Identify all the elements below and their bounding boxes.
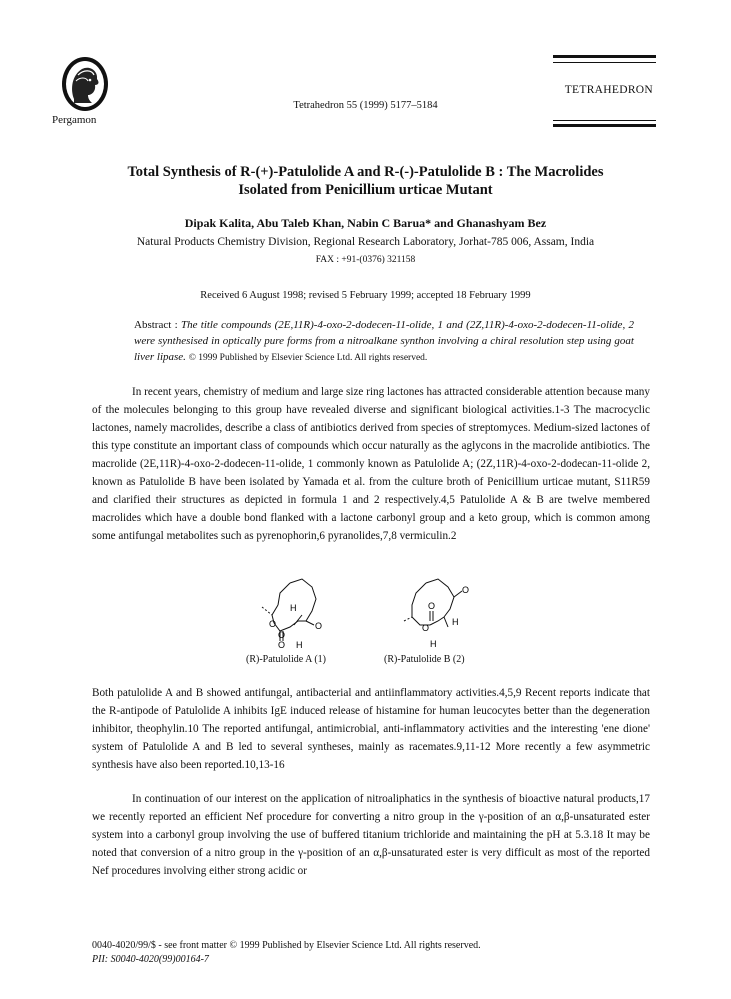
structure-b-atom-h1: H — [452, 617, 459, 627]
structure-a-atom-o3: O — [315, 621, 323, 631]
structure-b-atom-o3: O — [422, 623, 430, 633]
paper-title-line-1: Total Synthesis of R-(+)-Patulolide A and R-(-)-Patulolide B : The Macrolides — [127, 164, 604, 180]
body-paragraph-2: Both patulolide A and B showed antifungal, antibacterial and antiinflammatory activities.4,5,9 Recent reports indicate that the R-antipode of Patulolide A inhibits IgE induced release of histamine for human leucocytes better than the degeneration inhibitor, theophylin.10 The reported antifungal, antimicrobial, anti-inflammatory activities and the interesting 'ene dione' system of Patulolide A and B led to several syntheses, mainly as racemates.9,11-12 More recently a few asymmetric synthesis have also been reported.10,13-16 — [92, 687, 650, 771]
structure-b-atom-o1: O — [462, 585, 470, 595]
affiliation: Natural Products Chemistry Division, Regional Research Laboratory, Jorhat-785 006, Assam, India — [136, 236, 595, 248]
patulolide-b-structure — [382, 575, 482, 650]
abstract — [134, 317, 634, 366]
journal-citation: Tetrahedron 55 (1999) 5177–5184 — [293, 100, 438, 111]
fax-number: FAX : +91-(0376) 321158 — [315, 255, 416, 265]
structure-caption-a: (R)-Patulolide A (1) — [246, 654, 326, 665]
authors: Dipak Kalita, Abu Taleb Khan, Nabin C Barua* and Ghanashyam Bez — [184, 216, 547, 230]
header-rule-bottom — [553, 120, 656, 121]
body-paragraph-3: In continuation of our interest on the application of nitroaliphatics in the synthesis of bioactive natural products,17 we recently reported an efficient Nef procedure for converting a nitro group in the γ-position of an α,β-unsaturated ester system into a carbonyl group involving the use of buffered titanium trichloride and maintaining the pH at 5.3.18 It may be noted that conversion of a nitro group in the γ-position of an α,β-unsaturated ester is very difficult as most of the reported Nef procedures involving either strong acidic or — [92, 793, 650, 877]
journal-name: TETRAHEDRON — [564, 84, 653, 96]
abstract-copyright: © 1999 Published by Elsevier Science Ltd. All rights reserved. — [188, 353, 428, 363]
structure-b-atom-h2: H — [430, 639, 437, 649]
publisher-name: Pergamon — [52, 114, 97, 126]
abstract-label: Abstract : — [134, 319, 178, 331]
header-rule-bottom-2 — [553, 124, 656, 127]
header-rule-top — [553, 55, 656, 58]
structure-a-atom-o2: O — [269, 619, 277, 629]
received-dates: Received 6 August 1998; revised 5 February 1999; accepted 18 February 1999 — [200, 290, 531, 301]
paper-title-line-2: Isolated from Penicillium urticae Mutant — [238, 182, 493, 198]
footer-copyright: 0040-4020/99/$ - see front matter © 1999 Published by Elsevier Science Ltd. All rights reserved. — [92, 940, 481, 951]
paper-title — [40, 163, 691, 199]
structure-a-atom-o1: O — [278, 630, 286, 640]
structure-a-atom-o4: O — [278, 640, 286, 650]
structure-a-atom-h2: H — [296, 640, 303, 650]
header-rule-top-2 — [553, 62, 656, 63]
patulolide-a-structure — [250, 575, 345, 650]
abstract-text: The title compounds (2E,11R)-4-oxo-2-dodecen-11-olide, 1 and (2Z,11R)-4-oxo-2-dodecen-11-olide, 2 were synthesised in optically pure forms from a nitroalkane synthon involving a chiral resolution step using goat liver lipase. — [134, 319, 634, 363]
body-paragraph-1: In recent years, chemistry of medium and large size ring lactones has attracted considerable attention because many of the molecules belonging to this group have revealed diverse and significant biological activities.1-3 The macrocyclic lactones, namely macrolides, describe a class of antibiotics derived from species of streptomyces. Medium-sized lactones of this type constitute an important class of compounds which occur naturally as the aglycons in the macrolide antibiotics. The macrolide (2E,11R)-4-oxo-2-dodecen-11-olide, 1 commonly known as Patulolide A; (2Z,11R)-4-oxo-2-dodecan-11-olide 2, known as Patulolide B have been isolated by Yamada et al. from the culture broth of Penicillium urticae mutant, S11R59 and clarified their structures as depicted in formula 1 and 2 respectively.4,5 Patulolide A & B are twelve membered macrolides which have a double bond flanked with a lactone carbonyl group and a keto group, which is common among some antifungal metabolites such as pyrenophorin,6 pyranolides,7,8 vermiculin.2 — [92, 386, 650, 542]
footer — [92, 939, 481, 967]
footer-pii: PII: S0040-4020(99)00164-7 — [92, 954, 209, 965]
structure-b-atom-o2: O — [428, 601, 436, 611]
structure-a-atom-h1: H — [290, 603, 297, 613]
structure-caption-b: (R)-Patulolide B (2) — [384, 654, 465, 665]
